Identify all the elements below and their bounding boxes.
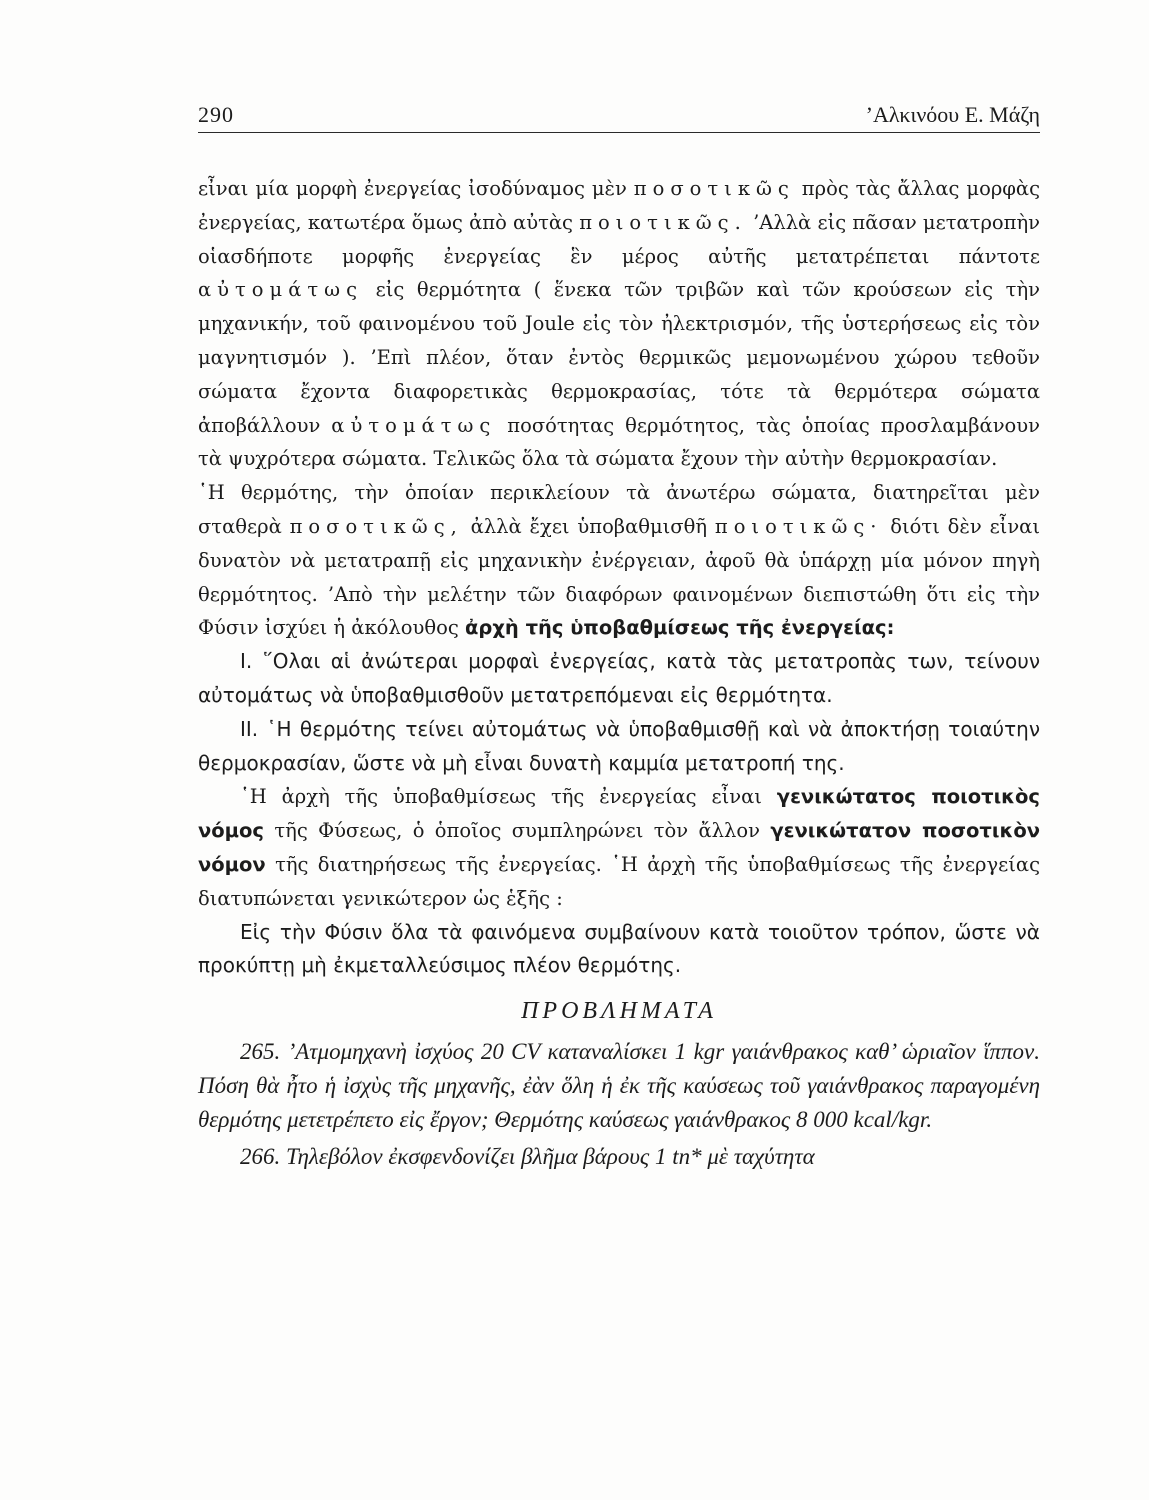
- spaced-emphasis: ποιοτικῶς.: [579, 210, 747, 234]
- page-body: [198, 172, 1040, 1174]
- page-header: [198, 102, 1040, 132]
- header-rule: [198, 132, 1040, 133]
- spaced-emphasis: ποσοτικῶς,: [289, 514, 463, 538]
- paragraph-energy-quality: εἶναι μία μορφὴ ἐνεργείας ἰσοδύναμος μὲν ποσοτικῶς πρὸς τὰς ἄλλας μορφὰς ἐνεργείας, κατωτέρα ὅμως ἀπὸ αὐτὰς ποιοτικῶς. ’Αλλὰ εἰς πᾶσαν μετατροπὴν οἱασδήποτε μορφῆς ἐνεργείας ἓν μέρος αὐτῆς μετατρέπεται πάντοτε αὐτομάτως εἰς θερμότητα ( ἕνεκα τῶν τριβῶν καὶ τῶν κρούσεων εἰς τὴν μηχανικήν, τοῦ φαινομένου τοῦ Joule εἰς τὸν ἠλεκτρισμόν, τῆς ὑστερήσεως εἰς τὸν μαγνητισμόν ). ’Επὶ πλέον, ὅταν ἐντὸς θερμικῶς μεμονωμένου χώρου τεθοῦν σώματα ἔχοντα διαφορετικὰς θερμοκρασίας, τότε τὰ θερμότερα σώματα ἀποβάλλουν αὐτομάτως ποσότητας θερμότητος, τὰς ὁποίας προσλαμβάνουν τὰ ψυχρότερα σώματα. Τελικῶς ὅλα τὰ σώματα ἔχουν τὴν αὐτὴν θερμοκρασίαν.: [198, 177, 1041, 471]
- paragraph-general-law: ῾Η ἀρχὴ τῆς ὑποβαθμίσεως τῆς ἐνεργείας εἶναι γενικώτατος ποιοτικὸς νόμος τῆς Φύσεως, ὁ ὁποῖος συμπληρώνει τὸν ἄλλον γενικώτατον ποσοτικὸν νόμον τῆς διατηρήσεως τῆς ἐνεργείας. ῾Η ἀρχὴ τῆς ὑποβαθμίσεως τῆς ἐνεργείας διατυπώνεται γενικώτερον ὡς ἑξῆς :: [198, 785, 1041, 910]
- principle-title: ἀρχὴ τῆς ὑποβαθμίσεως τῆς ἐνεργείας:: [464, 616, 895, 640]
- spaced-emphasis: ποσοτικῶς: [633, 177, 795, 200]
- principle-item-1: I. ῞Ολαι αἱ ἀνώτεραι μορφαὶ ἐνεργείας, κατὰ τὰς μετατροπὰς των, τείνουν αὐτομάτως νὰ ὑποβαθμισθοῦν μετατρεπόμεναι εἰς θερμότητα.: [198, 649, 1040, 707]
- spaced-emphasis: ποιοτικῶς·: [714, 514, 883, 538]
- principle-item-2: II. ῾Η θερμότης τείνει αὐτομάτως νὰ ὑποβαθμισθῇ καὶ νὰ ἀποκτήσῃ τοιαύτην θερμοκρασίαν, ὥστε νὰ μὴ εἶναι δυνατὴ καμμία μετατροπή της.: [198, 716, 1040, 775]
- problem-265: 265. ’Ατμομηχανὴ ἰσχύος 20 CV καταναλίσκει 1 kgr γαιάνθρακος καθ’ ὡριαῖον ἵππον. Πόση θὰ ἦτο ἡ ἰσχὺς τῆς μηχανῆς, ἐὰν ὅλη ἡ ἐκ τῆς καύσεως τοῦ γαιάνθρακος παραγομένη θερμότης μετετρέπετο εἰς ἔργον; Θερμότης καύσεως γαιάνθρακος 8 000 kcal/kgr.: [198, 1038, 1040, 1132]
- problems-heading: ΠΡΟΒΛΗΜΑΤΑ: [521, 998, 717, 1025]
- bold-term: γενικώτατος ποιοτικὸς νόμος: [198, 785, 1040, 843]
- page-number: 290: [198, 102, 234, 127]
- running-title: ’Αλκινόου Ε. Μάζη: [865, 102, 1040, 127]
- spaced-emphasis: αὐτομάτως: [198, 278, 364, 302]
- problem-266: 266. Τηλεβόλον ἐκσφενδονίζει βλῆμα βάρους 1 tn* μὲ ταχύτητα: [240, 1143, 815, 1169]
- bold-term: γενικώτατον ποσοτικὸν νόμον: [198, 819, 1041, 876]
- spaced-emphasis: αὐτομάτως: [331, 413, 497, 437]
- paragraph-degradation: ῾Η θερμότης, τὴν ὁποίαν περικλείουν τὰ ἀνωτέρω σώματα, διατηρεῖται μὲν σταθερὰ ποσοτικῶς, ἀλλὰ ἔχει ὑποβαθμισθῆ ποιοτικῶς· διότι δὲν εἶναι δυνατὸν νὰ μετατραπῇ εἰς μηχανικὴν ἐνέργειαν, ἀφοῦ θὰ ὑπάρχῃ μία μόνον πηγὴ θερμότητος. ’Απὸ τὴν μελέτην τῶν διαφόρων φαινομένων διεπιστώθη ὅτι εἰς τὴν Φύσιν ἰσχύει ἡ ἀκόλουθος ἀρχὴ τῆς ὑποβαθμίσεως τῆς ἐνεργείας:: [198, 481, 1040, 640]
- paragraph-statement: Εἰς τὴν Φύσιν ὅλα τὰ φαινόμενα συμβαίνουν κατὰ τοιοῦτον τρόπον, ὥστε νὰ προκύπτῃ μὴ ἐκμεταλλεύσιμος πλέον θερμότης.: [198, 919, 1040, 978]
